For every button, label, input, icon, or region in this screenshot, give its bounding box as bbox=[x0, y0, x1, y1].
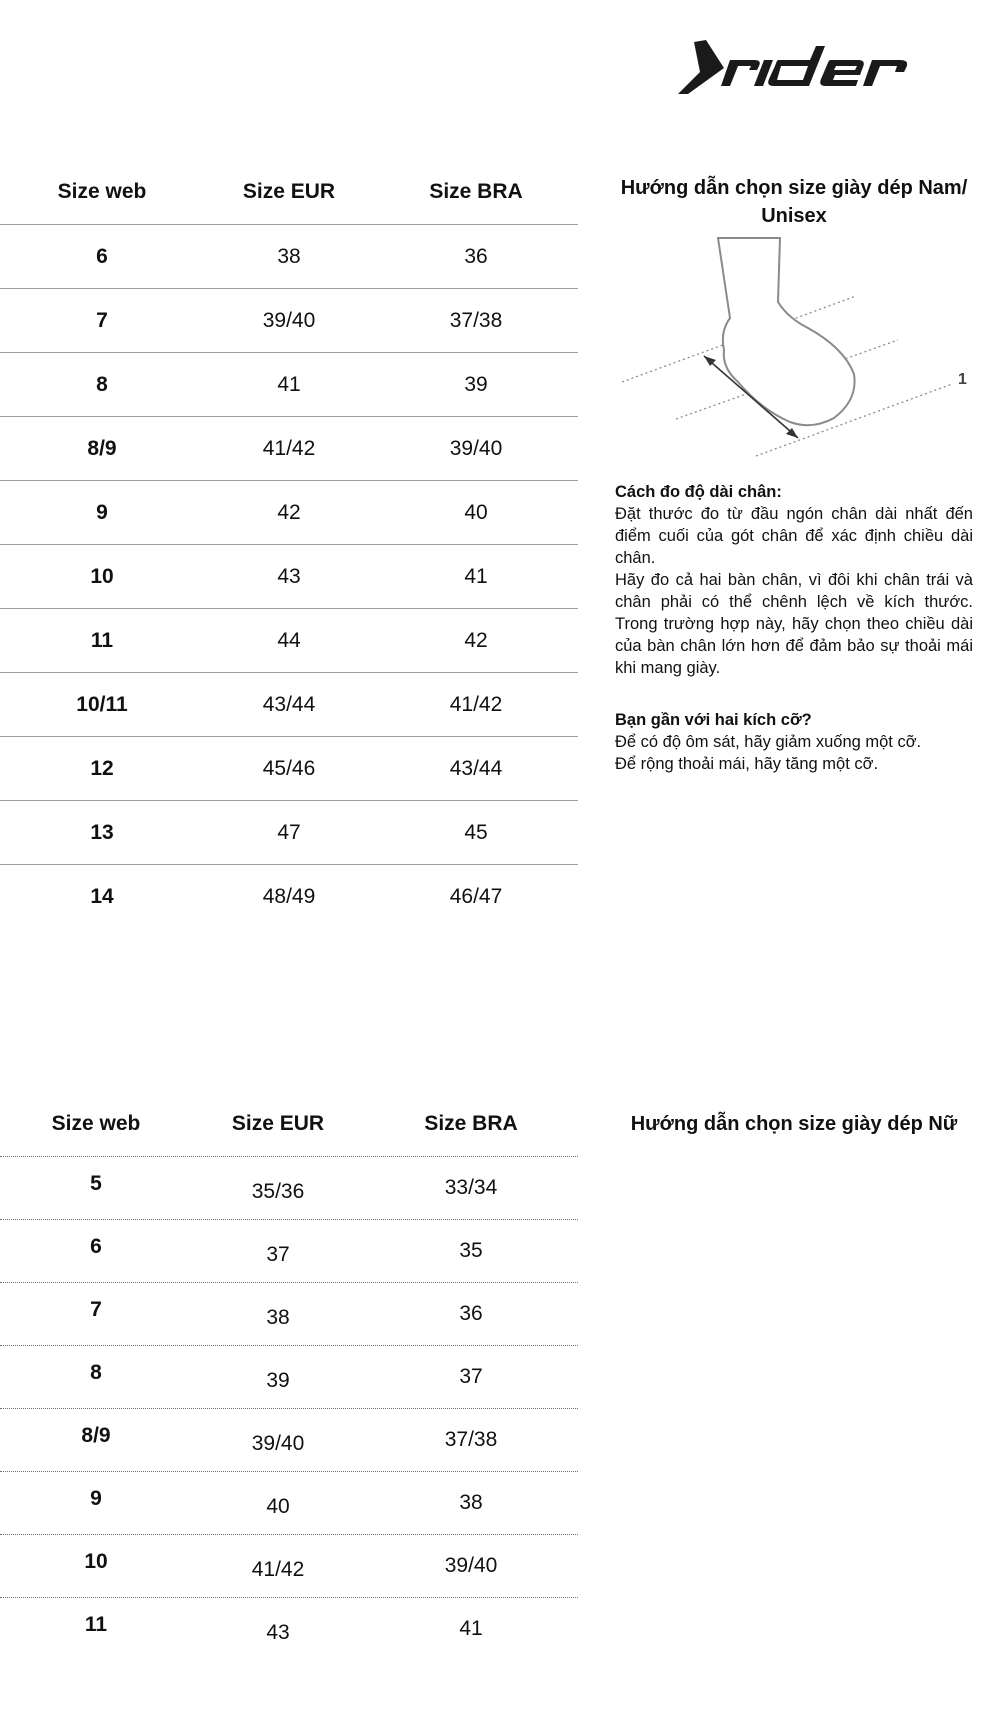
size-web-cell: 6 bbox=[90, 1235, 102, 1258]
table-row bbox=[0, 609, 578, 673]
size-bra-cell: 42 bbox=[464, 628, 488, 652]
between-sizes-tips bbox=[615, 709, 973, 775]
table-row bbox=[0, 1472, 578, 1535]
men-guide-title: Hướng dẫn chọn size giày dép Nam/ Unisex bbox=[620, 177, 968, 227]
size-web-cell: 8 bbox=[90, 1361, 102, 1384]
size-web-cell: 13 bbox=[90, 820, 114, 844]
foot-diagram bbox=[612, 232, 976, 462]
size-eur-cell: 48/49 bbox=[262, 884, 316, 908]
size-bra-cell: 41 bbox=[464, 564, 488, 588]
header-size-eur: Size EUR bbox=[231, 1112, 325, 1135]
header-size-bra: Size BRA bbox=[424, 1112, 518, 1135]
size-bra-cell: 40 bbox=[464, 500, 488, 524]
header-size-eur: Size EUR bbox=[242, 180, 336, 203]
table-header bbox=[0, 1092, 578, 1157]
size-bra-cell: 39 bbox=[464, 372, 488, 396]
size-eur-cell: 37 bbox=[266, 1243, 290, 1266]
size-web-cell: 8/9 bbox=[81, 1424, 111, 1447]
size-web-cell: 9 bbox=[96, 500, 108, 524]
size-eur-cell: 41 bbox=[277, 372, 301, 396]
size-web-cell: 8/9 bbox=[87, 436, 117, 460]
table-row bbox=[0, 481, 578, 545]
size-web-cell: 11 bbox=[84, 1613, 108, 1636]
size-bra-cell: 37/38 bbox=[449, 308, 503, 332]
between-sizes-heading: Bạn gần với hai kích cỡ? bbox=[615, 711, 812, 729]
size-bra-cell: 33/34 bbox=[444, 1176, 498, 1199]
size-eur-cell: 35/36 bbox=[251, 1180, 305, 1203]
table-row bbox=[0, 225, 578, 289]
table-row bbox=[0, 289, 578, 353]
table-row bbox=[0, 801, 578, 865]
measure-instructions bbox=[615, 481, 973, 679]
size-eur-cell: 40 bbox=[266, 1495, 290, 1518]
size-eur-cell: 44 bbox=[277, 628, 301, 652]
header-size-web: Size web bbox=[57, 180, 147, 203]
size-web-cell: 9 bbox=[90, 1487, 102, 1510]
table-row bbox=[0, 737, 578, 801]
table-row bbox=[0, 1157, 578, 1220]
size-bra-cell: 46/47 bbox=[449, 884, 503, 908]
size-web-cell: 6 bbox=[96, 244, 108, 268]
size-eur-cell: 43 bbox=[266, 1621, 290, 1644]
size-web-cell: 10/11 bbox=[76, 692, 128, 716]
size-bra-cell: 37/38 bbox=[444, 1428, 498, 1451]
size-bra-cell: 41/42 bbox=[449, 692, 503, 716]
size-bra-cell: 39/40 bbox=[449, 436, 503, 460]
size-bra-cell: 36 bbox=[459, 1302, 483, 1325]
rider-logo-mark bbox=[678, 38, 912, 96]
size-bra-cell: 45 bbox=[464, 820, 488, 844]
size-eur-cell: 38 bbox=[277, 244, 301, 268]
size-bra-cell: 41 bbox=[459, 1617, 483, 1640]
size-up-tip: Để rộng thoải mái, hãy tăng một cỡ. bbox=[615, 755, 879, 773]
table-header bbox=[0, 160, 578, 225]
foot-measure-illustration bbox=[612, 232, 976, 462]
size-web-cell: 10 bbox=[84, 1550, 108, 1573]
header-size-bra: Size BRA bbox=[429, 180, 523, 203]
size-eur-cell: 41/42 bbox=[262, 436, 316, 460]
header-size-web: Size web bbox=[51, 1112, 141, 1135]
size-bra-cell: 39/40 bbox=[444, 1554, 498, 1577]
size-web-cell: 7 bbox=[90, 1298, 102, 1321]
size-web-cell: 11 bbox=[90, 628, 114, 652]
size-web-cell: 10 bbox=[90, 564, 114, 588]
size-eur-cell: 43/44 bbox=[262, 692, 316, 716]
size-web-cell: 5 bbox=[90, 1172, 102, 1195]
table-row bbox=[0, 545, 578, 609]
size-web-cell: 7 bbox=[96, 308, 108, 332]
size-bra-cell: 37 bbox=[459, 1365, 483, 1388]
table-row bbox=[0, 673, 578, 737]
size-bra-cell: 36 bbox=[464, 244, 488, 268]
women-size-table bbox=[0, 1092, 578, 1660]
size-eur-cell: 38 bbox=[266, 1306, 290, 1329]
measure-paragraph-2: Hãy đo cả hai bàn chân, vì đôi khi chân trái và chân phải có thể chênh lệch về kích thước. Trong trường hợp này, hãy chọn theo chiều dài của bàn chân lớn hơn để đảm bảo sự thoải mái khi mang giày. bbox=[615, 571, 973, 677]
size-down-tip: Để có độ ôm sát, hãy giảm xuống một cỡ. bbox=[615, 733, 922, 751]
size-bra-cell: 43/44 bbox=[449, 756, 503, 780]
table-row bbox=[0, 417, 578, 481]
size-eur-cell: 45/46 bbox=[262, 756, 316, 780]
table-row bbox=[0, 865, 578, 928]
measure-paragraph-1: Đặt thước đo từ đầu ngón chân dài nhất đến điểm cuối của gót chân để xác định chiều dài chân. bbox=[615, 505, 973, 567]
diagram-label: 1 bbox=[958, 371, 967, 388]
size-eur-cell: 39/40 bbox=[262, 308, 316, 332]
table-row bbox=[0, 1346, 578, 1409]
size-web-cell: 14 bbox=[90, 884, 114, 908]
size-bra-cell: 35 bbox=[459, 1239, 483, 1262]
rider-logo bbox=[678, 38, 912, 96]
size-eur-cell: 43 bbox=[277, 564, 301, 588]
table-row bbox=[0, 1409, 578, 1472]
women-guide-title: Hướng dẫn chọn size giày dép Nữ bbox=[630, 1113, 958, 1135]
size-eur-cell: 42 bbox=[277, 500, 301, 524]
table-row bbox=[0, 1283, 578, 1346]
table-row bbox=[0, 353, 578, 417]
size-eur-cell: 39/40 bbox=[251, 1432, 305, 1455]
size-web-cell: 12 bbox=[90, 756, 114, 780]
size-eur-cell: 39 bbox=[266, 1369, 290, 1392]
men-size-table bbox=[0, 160, 578, 928]
table-row bbox=[0, 1598, 578, 1660]
table-row bbox=[0, 1220, 578, 1283]
measure-heading: Cách đo độ dài chân: bbox=[615, 483, 782, 501]
size-bra-cell: 38 bbox=[459, 1491, 483, 1514]
size-eur-cell: 41/42 bbox=[251, 1558, 305, 1581]
size-eur-cell: 47 bbox=[277, 820, 301, 844]
size-web-cell: 8 bbox=[96, 372, 108, 396]
table-row bbox=[0, 1535, 578, 1598]
